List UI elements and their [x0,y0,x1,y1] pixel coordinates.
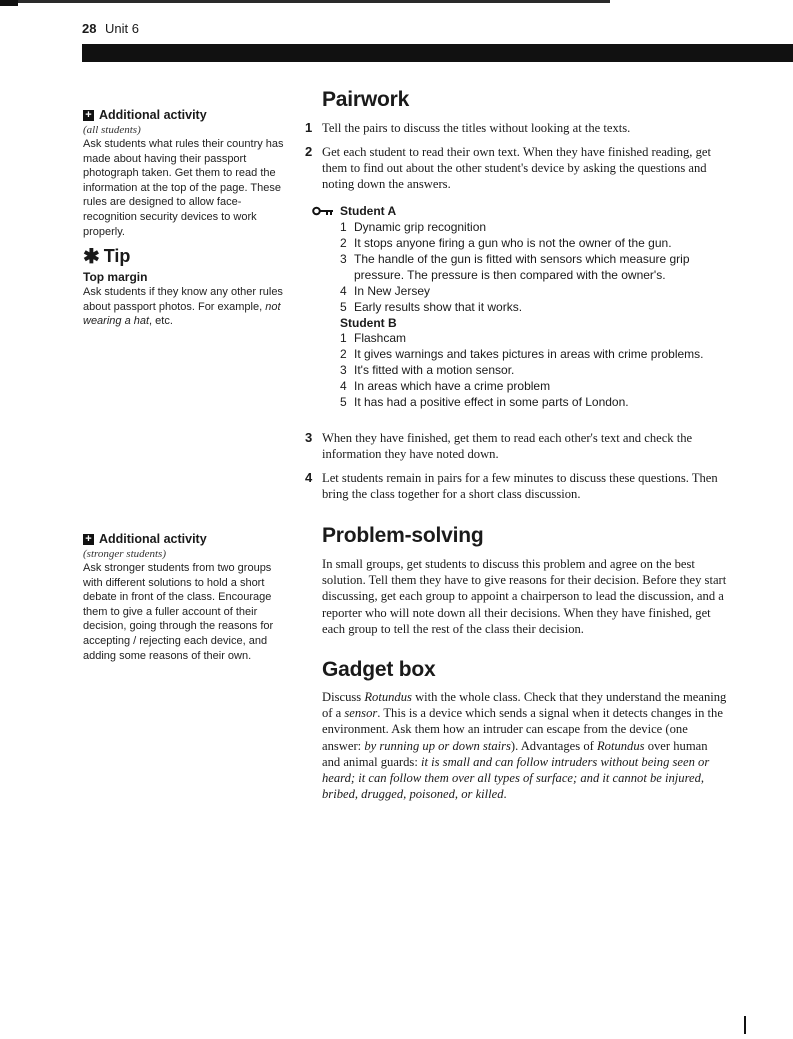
tip-subtitle: Top margin [83,270,148,284]
student-a-answers [340,219,732,315]
step-text: Let students remain in pairs for a few minutes to discuss these questions. Then bring the class together for a short class discussion. [322,471,718,501]
tip-heading [83,246,293,267]
tip-body: Ask students if they know any other rules about passport photos. For example, not wearing a hat, etc. [83,286,283,328]
list-item: 4 In New Jersey [340,284,431,298]
list-item: 2 It stops anyone firing a gun who is not the owner of the gun. [340,236,672,250]
plus-box-icon: + [83,110,94,121]
additional-activity-1-audience: (all students) [83,124,141,136]
key-icon [312,206,334,216]
step-number: 1 [305,120,313,135]
top-rule-mark [0,0,18,6]
step-text: Get each student to read their own text. When they have finished reading, get them to find out about the other student's device by asking the questions and noting down the answers. [322,145,711,191]
additional-activity-2-audience: (stronger students) [83,548,167,560]
additional-activity-1-title: Additional activity [99,108,207,122]
list-item: 5 Early results show that it works. [340,300,523,314]
list-item: 4 In areas which have a crime problem [340,379,551,393]
step-text: When they have finished, get them to read each other's text and check the information they have noted down. [322,431,693,461]
additional-activity-1-body: Ask students what rules their country has made about having their passport photograph taken. Get them to read the information at the top of the page. These rules are designed to allow face-recognition security devices to work properly. [83,138,284,238]
list-item: 5 It has had a positive effect in some parts of London. [340,395,629,409]
tip-title: Tip [103,246,131,266]
list-item: 3 The handle of the gun is fitted with sensors which measure grip pressure. The pressure is then compared with the owner's. [340,252,690,282]
gadget-box-body: Discuss Rotundus with the whole class. Check that they understand the meaning of a sensor. This is a device which sends a signal when it detects changes in the environment. Ask them how an intruder can escape from the device (one answer: by running up or down stairs). Advantages of Rotundus over human and animal guards: it is small and can follow intruders without being seen or heard; it can follow them over all types of surface; and it cannot be injured, bribed, drugged, poisoned, or killed. [322,690,727,802]
student-b-label: Student B [340,316,397,330]
pairwork-step-1 [305,120,732,136]
answer-key [312,204,732,410]
page-edge-mark [744,1016,746,1034]
list-item: 1 Flashcam [340,331,407,345]
gadget-box-title: Gadget box [322,658,436,681]
student-b-answers [340,330,732,410]
additional-activity-2-title: Additional activity [99,532,207,546]
additional-activity-1-heading [83,108,293,122]
asterisk-icon: ✱ [83,245,100,268]
additional-activity-2-body: Ask stronger students from two groups with different solutions to hold a short debate in front of the class. Encourage them to give a fuller account of their decision, going through the reasons for accepting / rejecting each device, and adding some reasons of their own. [83,562,274,662]
unit-label: Unit 6 [105,21,139,36]
additional-activity-2-heading [83,532,293,546]
pairwork-step-2 [305,144,732,192]
top-rule [0,0,610,3]
pairwork-step-3 [305,430,732,462]
step-text: Tell the pairs to discuss the titles without looking at the texts. [322,121,631,135]
list-item: 2 It gives warnings and takes pictures in areas with crime problems. [340,347,704,361]
page-number: 28 [82,21,97,36]
list-item: 1 Dynamic grip recognition [340,220,487,234]
problem-solving-body: In small groups, get students to discuss this problem and agree on the best solution. Tell them they have to give reasons for their decision. Before they start discussing, get each group to appoint a chairperson to lead the discussion, and a reporter who will note down all their decisions. When they have finished, get each group to tell the rest of the class their decision. [322,557,727,636]
problem-solving-title: Problem-solving [322,524,484,547]
list-item: 3 It's fitted with a motion sensor. [340,363,515,377]
header-band [82,44,793,62]
tip-box [83,246,293,329]
step-number: 3 [305,430,313,445]
plus-box-icon: + [83,534,94,545]
pairwork-title: Pairwork [322,88,410,111]
additional-activity-2 [83,532,293,663]
pairwork-step-4 [305,470,732,502]
additional-activity-1 [83,108,293,239]
step-number: 4 [305,470,313,485]
step-number: 2 [305,144,313,159]
student-a-label: Student A [340,204,397,218]
student-a-heading [312,204,732,218]
